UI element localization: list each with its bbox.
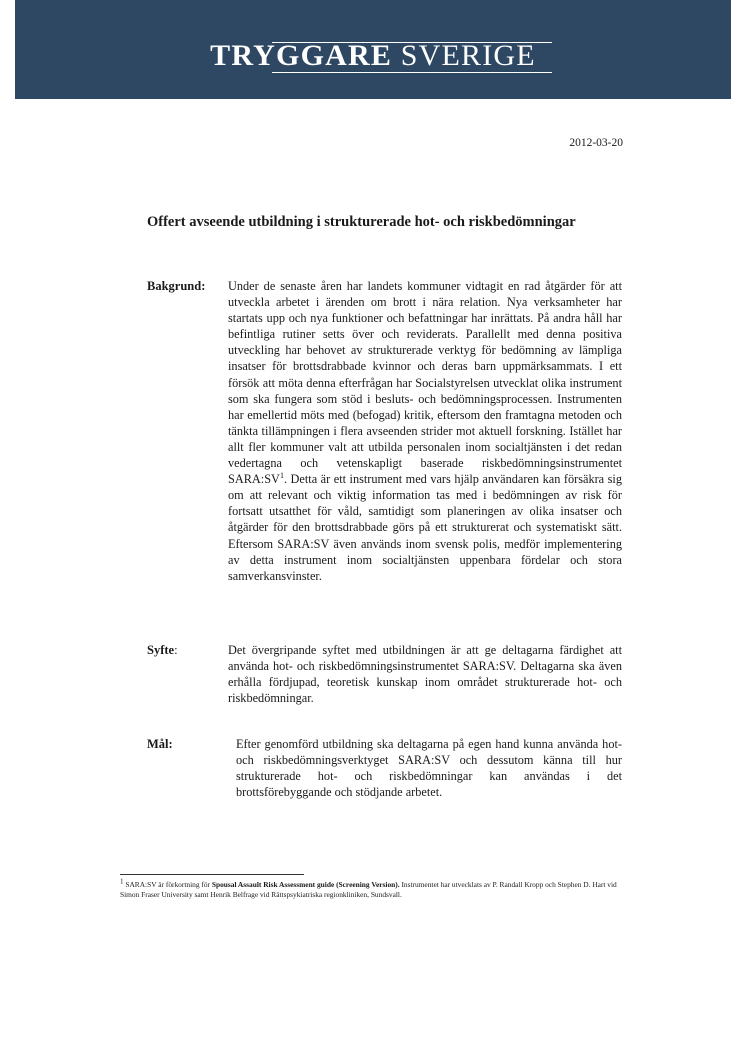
footnote-divider — [120, 874, 304, 875]
section-label-syfte — [147, 643, 178, 658]
section-body-syfte: Det övergripande syftet med utbildningen är att ge deltagarna färdighet att använda hot- och riskbedömningsinstrumentet SARA:SV. Deltagarna ska även erhålla fördjupad, teoretisk kunskap inom området strukturerade hot- och riskbedömningar. — [228, 643, 622, 706]
footnote-text-b: Instrumentet har utvecklats av P. Randall Kropp och Stephen D. Hart vid Simon Fraser University samt Henrik Belfrage vid Rättspsykiatriska regionkliniken, Sundsvall. — [120, 880, 617, 899]
brand-logo — [15, 40, 731, 72]
document-title: Offert avseende utbildning i strukturerade hot- och riskbedömningar — [147, 214, 576, 230]
bakgrund-text-part-2: . Detta är ett instrument med vars hjälp användaren kan försäkra sig om att relevant och viktig information tas med i bedömningen av risk för fortsatt utsatthet för våld, samtidigt som planeringen av olika insatser och åtgärder för den brottsdrabbade görs på ett strukturerat och systematiskt sätt. Eftersom SARA:SV även används inom svensk polis, medför implementering av detta instrument inom socialtjänsten uppenbara fördelar och stora samverkansvinster. — [228, 472, 622, 583]
section-body-mal: Efter genomförd utbildning ska deltagarna på egen hand kunna använda hot- och riskbedömningsverktyget SARA:SV och dessutom känna till hur strukturerade hot- och riskbedömningar kan användas i det brottsförebyggande och stödjande arbetet. — [236, 737, 622, 800]
bakgrund-text-part-1: Under de senaste åren har landets kommuner vidtagit en rad åtgärder för att utveckla arbetet i ärenden om brott i nära relation. Nya verksamheter har startats upp och nya funktioner och befattningar har inrättats. På andra håll har befintliga rutiner setts över och reviderats. Parallellt med denna positiva utveckling har behovet av strukturerade verktyg för bedömning av lämpliga insatser för brottsdrabbade kvinnor och deras barn uppmärksammats. I ett försök att möta denna efterfrågan har Socialstyrelsen utvecklat olika instrument som ska fungera som stöd i besluts- och bedömningsprocessen. Instrumenten har emellertid möts med (befogad) kritik, eftersom den framtagna metoden och tänkta tillämpningen i flera avseenden strider mot aktuell forskning. Istället har allt fler kommuner valt att utbilda personalen inom socialtjänsten i det redan vedertagna och vetenskapligt baserade riskbedömningsinstrumentet SARA:SV — [228, 279, 622, 487]
footnote — [120, 877, 630, 900]
footnote-reference[interactable]: 1 — [279, 471, 284, 481]
footnote-marker: 1 — [120, 877, 124, 886]
footnote-text-bold: Spousal Assault Risk Assessment guide (Screening Version). — [211, 880, 400, 889]
brand-bottom-rule — [272, 72, 552, 73]
section-label-mal: Mål: — [147, 737, 173, 751]
brand-name-bold: TRYGGARE — [210, 39, 393, 72]
footnote-text-a: SARA:SV är förkortning för — [123, 880, 212, 889]
brand-name-regular: SVERIGE — [392, 39, 536, 72]
section-label-bakgrund: Bakgrund: — [147, 279, 206, 293]
syfte-label-colon: : — [174, 643, 178, 657]
section-body-bakgrund — [228, 278, 622, 584]
document-date: 2012-03-20 — [569, 137, 623, 149]
syfte-label-text: Syfte — [147, 643, 175, 657]
header-banner — [15, 0, 731, 99]
